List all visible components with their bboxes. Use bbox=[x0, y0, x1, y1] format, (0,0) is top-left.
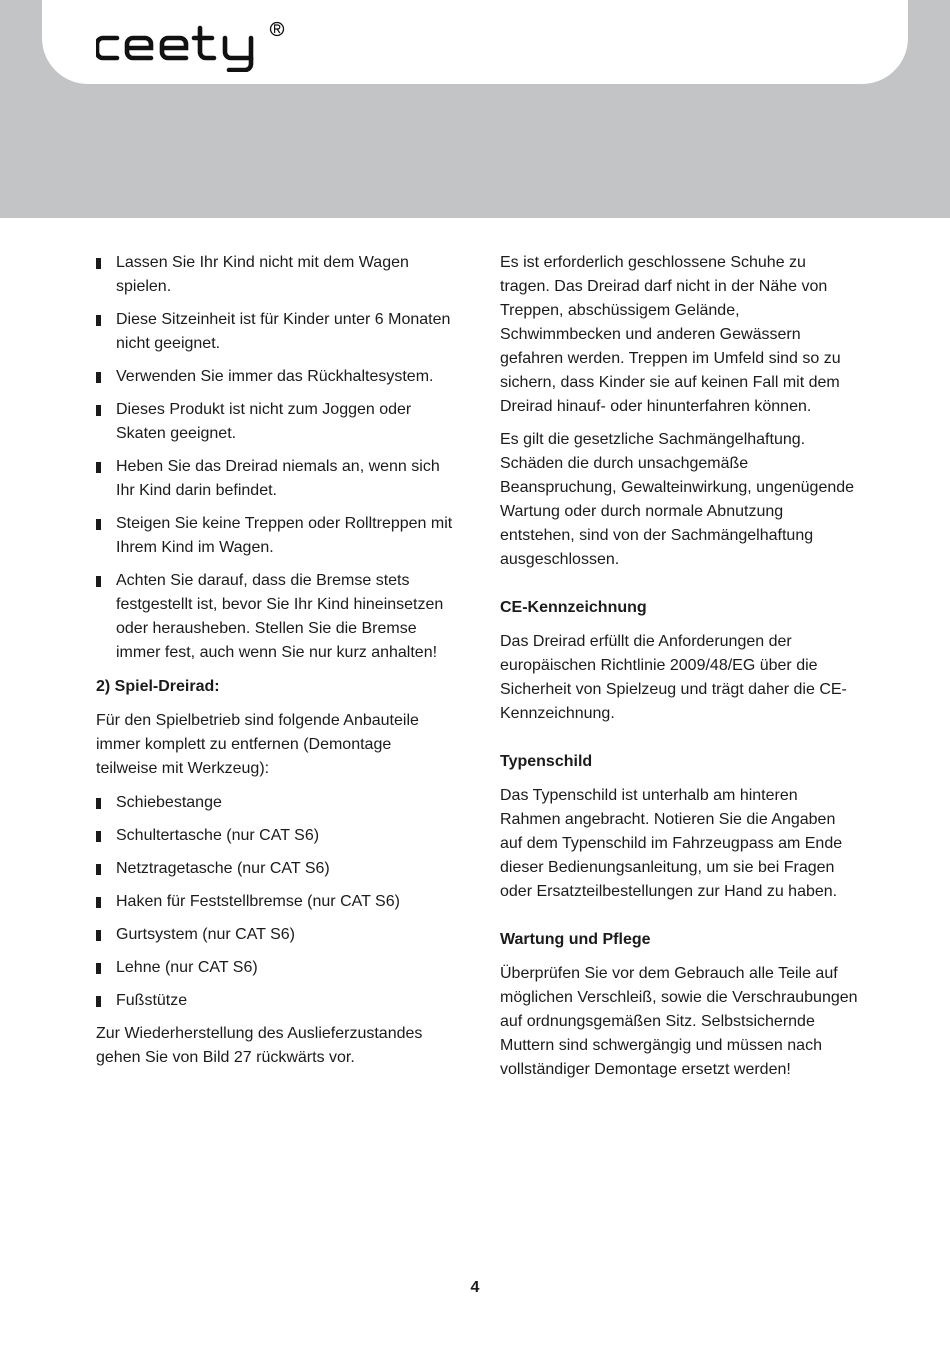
bullet-icon bbox=[96, 462, 101, 473]
ceety-logo-icon bbox=[96, 12, 296, 72]
bullet-icon bbox=[96, 996, 101, 1007]
list-item bbox=[96, 455, 456, 503]
list-item-text: Netztragetasche (nur CAT S6) bbox=[116, 860, 330, 877]
bullet-icon bbox=[96, 963, 101, 974]
paragraph-warranty: Es gilt die gesetzliche Sachmängelhaftung. Schäden die durch unsachgemäße Beanspruchung, Gewalteinwirkung, ungenügende Wartung oder durch normale Abnutzung entstehen, sind von der Sachmängelhaftung ausgeschlossen. bbox=[500, 431, 855, 568]
paragraph-shoes: Es ist erforderlich geschlossene Schuhe zu tragen. Das Dreirad darf nicht in der Nähe von Treppen, abschüssigem Gelände, Schwimmbecken und anderen Gewässern gefahren werden. Treppen im Umfeld sind so zu sichern, dass Kinder sie auf keinen Fall mit dem Dreirad hinauf- oder hinunterfahren können. bbox=[500, 254, 841, 415]
list-item bbox=[96, 308, 456, 356]
bullet-icon bbox=[96, 315, 101, 326]
bullet-icon bbox=[96, 372, 101, 383]
list-item-text: Verwenden Sie immer das Rückhaltesystem. bbox=[116, 368, 434, 385]
list-item-text: Steigen Sie keine Treppen oder Rolltreppen mit Ihrem Kind im Wagen. bbox=[116, 515, 453, 556]
list-item-text: Haken für Feststellbremse (nur CAT S6) bbox=[116, 893, 400, 910]
brand-logo bbox=[96, 12, 296, 72]
list-item bbox=[96, 512, 456, 560]
list-item-text: Fußstütze bbox=[116, 992, 188, 1009]
heading-ce-marking: CE-Kennzeichnung bbox=[500, 599, 647, 616]
list-item bbox=[96, 989, 456, 1013]
closing-text: Zur Wiederherstellung des Auslieferzustandes gehen Sie von Bild 27 rückwärts vor. bbox=[96, 1025, 423, 1066]
bullet-icon bbox=[96, 519, 101, 530]
list-item bbox=[96, 824, 456, 848]
list-item bbox=[96, 251, 456, 299]
list-item-text: Lassen Sie Ihr Kind nicht mit dem Wagen spielen. bbox=[116, 254, 409, 295]
list-item-text: Schiebestange bbox=[116, 794, 222, 811]
paragraph-ce-marking: Das Dreirad erfüllt die Anforderungen der europäischen Richtlinie 2009/48/EG über die Sicherheit von Spielzeug und trägt daher die CE-Kennzeichnung. bbox=[500, 633, 847, 722]
bullet-icon bbox=[96, 864, 101, 875]
list-item bbox=[96, 365, 456, 389]
list-item bbox=[96, 857, 456, 881]
list-item bbox=[96, 923, 456, 947]
list-item bbox=[96, 890, 456, 914]
bullet-icon bbox=[96, 576, 101, 587]
bullet-icon bbox=[96, 831, 101, 842]
list-item-text: Dieses Produkt ist nicht zum Joggen oder Skaten geeignet. bbox=[116, 401, 412, 442]
list-item-text: Schultertasche (nur CAT S6) bbox=[116, 827, 320, 844]
list-item-text: Diese Sitzeinheit ist für Kinder unter 6 Monaten nicht geeignet. bbox=[116, 311, 451, 352]
list-item bbox=[96, 569, 456, 665]
bullet-icon bbox=[96, 798, 101, 809]
safety-warnings-list bbox=[96, 251, 456, 665]
list-item bbox=[96, 398, 456, 446]
left-column bbox=[96, 251, 456, 1070]
page-number: 4 bbox=[470, 1279, 480, 1296]
heading-type-plate: Typenschild bbox=[500, 753, 593, 770]
section-heading-play-tricycle: 2) Spiel-Dreirad: bbox=[96, 678, 220, 695]
list-item-text: Gurtsystem (nur CAT S6) bbox=[116, 926, 295, 943]
right-column bbox=[500, 251, 860, 1082]
bullet-icon bbox=[96, 258, 101, 269]
bullet-icon bbox=[96, 897, 101, 908]
parts-list bbox=[96, 791, 456, 1013]
paragraph-maintenance: Überprüfen Sie vor dem Gebrauch alle Teile auf möglichen Verschleiß, sowie die Verschraubungen auf ordnungsgemäßen Sitz. Selbstsichernde Muttern sind schwergängig und müssen nach vollständiger Demontage ersetzt werden! bbox=[500, 965, 858, 1078]
paragraph-type-plate: Das Typenschild ist unterhalb am hinteren Rahmen angebracht. Notieren Sie die Angaben auf dem Typenschild im Fahrzeugpass am Ende dieser Bedienungsanleitung, um sie bei Fragen oder Ersatzteilbestellungen zur Hand zu haben. bbox=[500, 787, 843, 900]
list-item-text: Lehne (nur CAT S6) bbox=[116, 959, 258, 976]
section-intro: Für den Spielbetrieb sind folgende Anbauteile immer komplett zu entfernen (Demontage teilweise mit Werkzeug): bbox=[96, 712, 419, 777]
heading-maintenance: Wartung und Pflege bbox=[500, 931, 651, 948]
bullet-icon bbox=[96, 405, 101, 416]
list-item-text: Heben Sie das Dreirad niemals an, wenn sich Ihr Kind darin befindet. bbox=[116, 458, 440, 499]
list-item-text: Achten Sie darauf, dass die Bremse stets festgestellt ist, bevor Sie Ihr Kind hineinsetzen oder herausheben. Stellen Sie die Bremse immer fest, auch wenn Sie nur kurz anhalten! bbox=[116, 572, 444, 661]
list-item bbox=[96, 956, 456, 980]
list-item bbox=[96, 791, 456, 815]
bullet-icon bbox=[96, 930, 101, 941]
